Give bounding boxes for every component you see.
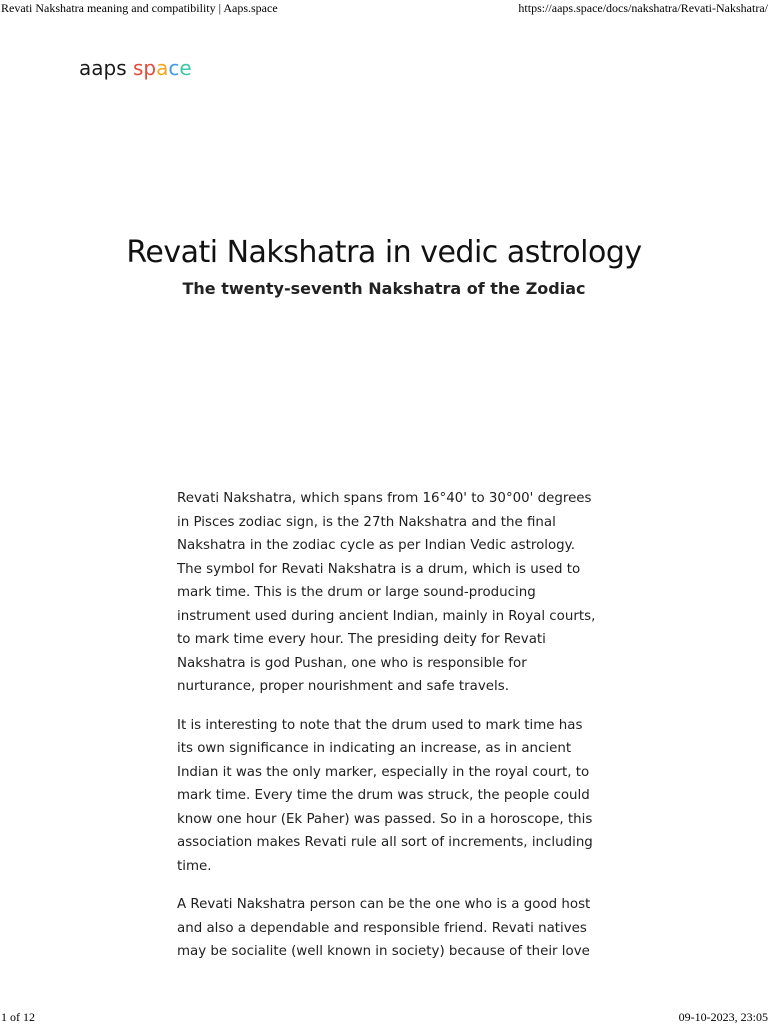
logo-second-word	[133, 56, 192, 80]
logo-letter: e	[179, 56, 192, 80]
article-paragraph: It is interesting to note that the drum used to mark time has its own significance in indicating an increase, as in ancient Indian it was the only marker, especially in the royal court, to mark time. Every time the drum was struck, the people could know one hour (Ek Paher) was passed. So in a horoscope, this association makes Revati rule all sort of increments, including time.	[177, 717, 593, 874]
article-paragraph: A Revati Nakshatra person can be the one who is a good host and also a dependable and responsible friend. Revati natives may be socialite (well known in society) because of their love	[177, 897, 591, 959]
article-body	[177, 487, 597, 979]
page-title: Revati Nakshatra in vedic astrology	[126, 235, 642, 270]
article-paragraph: Revati Nakshatra, which spans from 16°40' to 30°00' degrees in Pisces zodiac sign, is the 27th Nakshatra and the final Nakshatra in the zodiac cycle as per Indian Vedic astrology. The symbol for Revati Nakshatra is a drum, which is used to mark time. This is the drum or large sound-producing instrument used during ancient Indian, mainly in Royal courts, to mark time every hour. The presiding deity for Revati Nakshatra is god Pushan, one who is responsible for nurturance, proper nourishment and safe travels.	[177, 491, 596, 694]
page-subtitle: The twenty-seventh Nakshatra of the Zodiac	[182, 279, 586, 298]
site-logo[interactable]	[79, 56, 192, 80]
print-footer-datetime: 09-10-2023, 23:05	[678, 1010, 768, 1024]
logo-letter: s	[133, 56, 144, 80]
print-header-title: Revati Nakshatra meaning and compatibility | Aaps.space	[1, 1, 278, 15]
logo-first-word: aaps	[79, 56, 127, 80]
logo-letter: p	[143, 56, 157, 80]
print-header-url: https://aaps.space/docs/nakshatra/Revati-Nakshatra/	[518, 1, 768, 15]
print-footer-page-number: 1 of 12	[1, 1010, 35, 1024]
logo-letter: a	[156, 56, 169, 80]
logo-letter: c	[168, 56, 180, 80]
